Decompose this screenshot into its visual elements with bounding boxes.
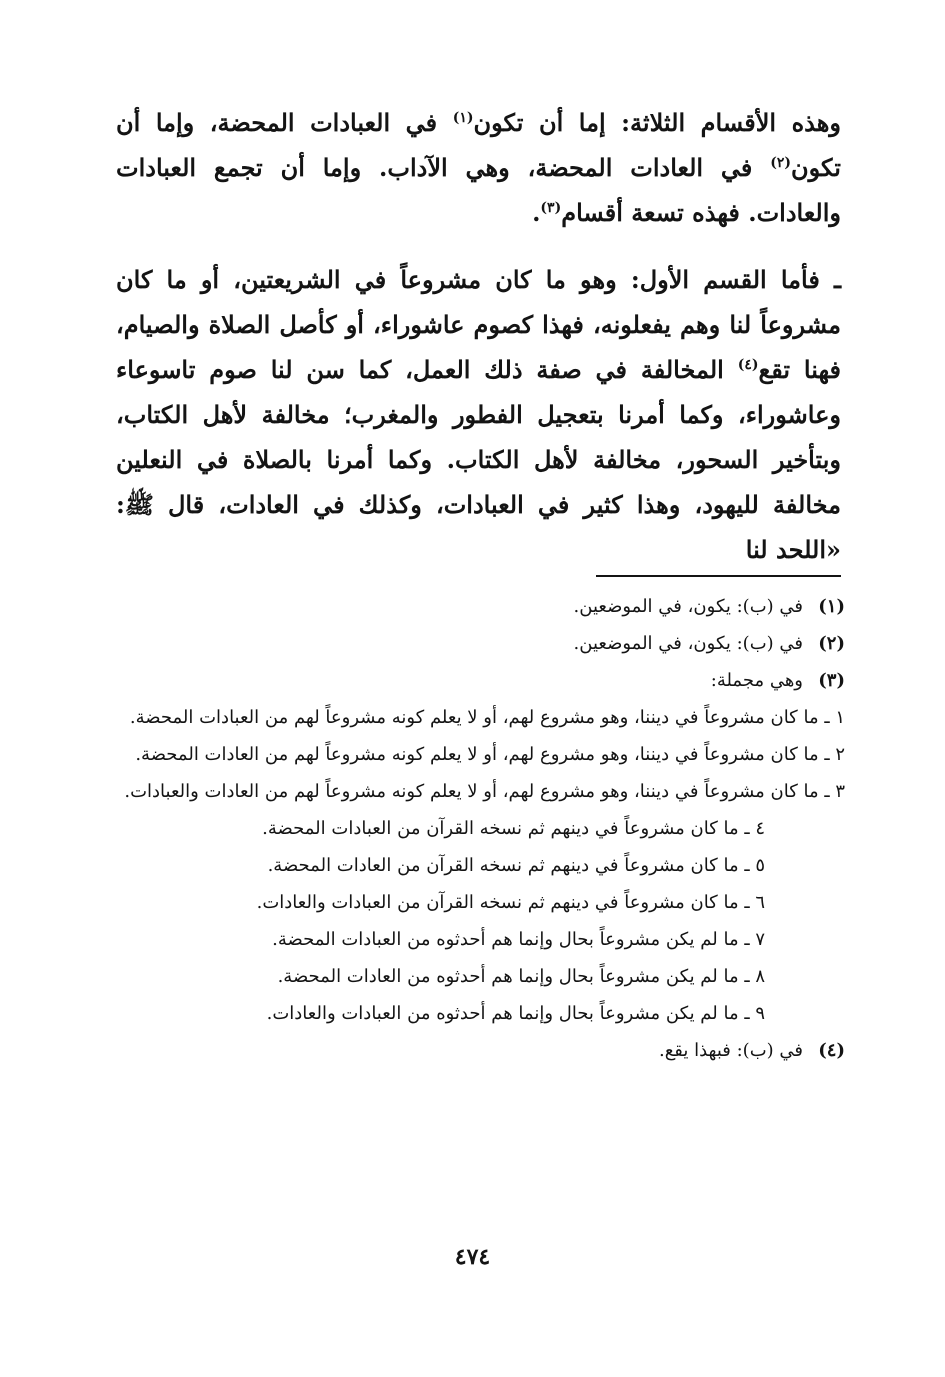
footnote-divider (596, 575, 841, 577)
paragraph-1-text: وهذه الأقسام الثلاثة: إما أن تكون (473, 108, 842, 137)
main-text (116, 100, 841, 572)
list-item: ٨ ـ ما لم يكن مشروعاً بحال وإنما هم أحدثوه من العادات المحضة. (277, 966, 765, 987)
footnote-ref-1[interactable]: (١) (452, 110, 474, 126)
footnote-ref-2[interactable]: (٢) (770, 155, 792, 171)
list-item: ٥ ـ ما كان مشروعاً في دينهم ثم نسخه القرآن من العادات المحضة. (267, 855, 765, 876)
footnote-number: (١) (818, 596, 845, 617)
footnotes (116, 588, 845, 1069)
footnote-4 (116, 1032, 845, 1069)
paragraph-2-text: المخالفة في صفة ذلك العمل، كما سن لنا صوم تاسوعاء وعاشوراء، وكما أمرنا بتعجيل الفطور والمغرب؛ مخالفة لأهل الكتاب، وبتأخير السحور، مخالفة لأهل الكتاب. وكما أمرنا بالصلاة في النعلين مخالفة لليهود، وهذا كثير في العبادات، وكذلك في العادات، قال ﷺ: «اللحد لنا (116, 355, 841, 564)
footnote-1 (116, 588, 845, 625)
list-item: ٢ ـ ما كان مشروعاً في ديننا، وهو مشروع لهم، أو لا يعلم كونه مشروعاً لهم من العادات المحضة. (135, 744, 845, 765)
footnote-3 (116, 662, 845, 699)
list-item: ١ ـ ما كان مشروعاً في ديننا، وهو مشروع لهم، أو لا يعلم كونه مشروعاً لهم من العبادات المحضة. (129, 707, 845, 728)
paragraph-2 (116, 257, 841, 572)
footnote-2 (116, 625, 845, 662)
list-item: ٩ ـ ما لم يكن مشروعاً بحال وإنما هم أحدثوه من العبادات والعادات. (266, 1003, 765, 1024)
paragraph-1-text: . (532, 198, 541, 227)
footnote-text: في (ب): يكون، في الموضعين. (573, 596, 803, 617)
footnote-number: (٤) (818, 1040, 845, 1061)
page-number: ٤٧٤ (454, 1244, 491, 1270)
list-item: ٤ ـ ما كان مشروعاً في دينهم ثم نسخه القرآن من العبادات المحضة. (262, 818, 765, 839)
footnote-ref-4[interactable]: (٤) (737, 357, 759, 373)
list-item: ٦ ـ ما كان مشروعاً في دينهم ثم نسخه القرآن من العبادات والعادات. (256, 892, 765, 913)
paragraph-1 (116, 100, 841, 235)
footnote-text: وهي مجملة: (710, 670, 803, 691)
paragraph-2-text: ـ فأما القسم الأول: وهو ما كان مشروعاً في الشريعتين، أو ما كان مشروعاً لنا وهم يفعلونه، فهذا كصوم عاشوراء، أو كأصل الصلاة والصيام، فهنا تقع (116, 265, 841, 384)
footnote-number: (٣) (818, 670, 845, 691)
footnote-3-list (116, 699, 845, 1032)
footnote-text: في (ب): يكون، في الموضعين. (573, 633, 803, 654)
paragraph-1-text: في العادات المحضة، وهي الآداب. وإما أن تجمع العبادات والعادات. فهذه تسعة أقسام (116, 153, 841, 227)
footnote-ref-3[interactable]: (٣) (540, 200, 562, 216)
list-item: ٧ ـ ما لم يكن مشروعاً بحال وإنما هم أحدثوه من العبادات المحضة. (272, 929, 765, 950)
footnote-number: (٢) (818, 633, 845, 654)
paragraph-1-text: في العبادات المحضة، وإما أن تكون (116, 108, 841, 182)
list-item: ٣ ـ ما كان مشروعاً في ديننا، وهو مشروع لهم، أو لا يعلم كونه مشروعاً لهم من العادات والعبادات. (124, 781, 845, 802)
footnote-text: في (ب): فبهذا يقع. (658, 1040, 803, 1061)
